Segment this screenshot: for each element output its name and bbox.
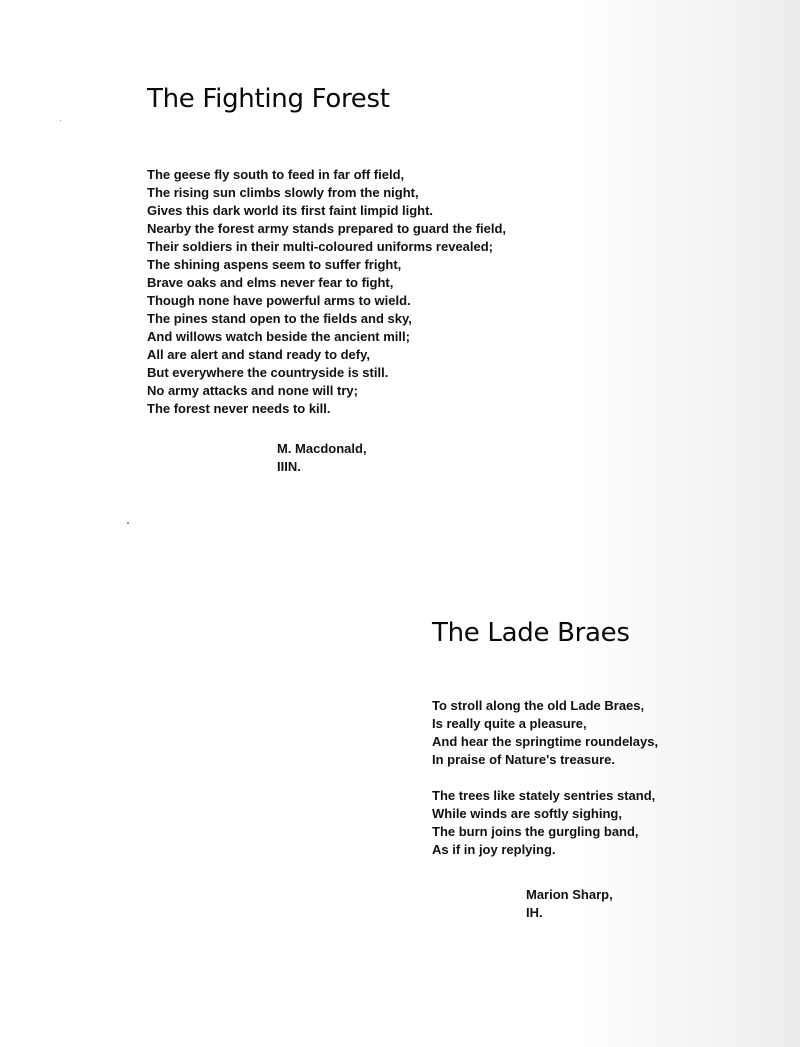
- poem-line: In praise of Nature's treasure.: [432, 752, 615, 767]
- poem-title-lade-braes: The Lade Braes: [432, 618, 630, 648]
- poem-line: No army attacks and none will try;: [147, 383, 358, 398]
- print-speck: [60, 120, 61, 121]
- poem-line: Brave oaks and elms never fear to fight,: [147, 275, 394, 290]
- poem-line: The burn joins the gurgling band,: [432, 824, 639, 839]
- poem-line: But everywhere the countryside is still.: [147, 365, 389, 380]
- poem-line: The pines stand open to the fields and sky,: [147, 311, 412, 326]
- poem-title-fighting-forest: The Fighting Forest: [147, 84, 390, 114]
- poem-line: While winds are softly sighing,: [432, 806, 622, 821]
- poem-line: Is really quite a pleasure,: [432, 716, 587, 731]
- poem-fighting-forest-body: [147, 166, 506, 418]
- poem-line: As if in joy replying.: [432, 842, 556, 857]
- author-name: M. Macdonald,: [277, 441, 367, 456]
- poem-line: The shining aspens seem to suffer fright,: [147, 257, 402, 272]
- poem-line: The forest never needs to kill.: [147, 401, 331, 416]
- author-name: Marion Sharp,: [526, 887, 613, 902]
- stanza-gap: [432, 769, 658, 787]
- poem-line: And hear the springtime roundelays,: [432, 734, 659, 749]
- poem-line: And willows watch beside the ancient mill;: [147, 329, 410, 344]
- poem-lade-braes-body: [432, 697, 658, 859]
- poem-line: Their soldiers in their multi-coloured uniforms revealed;: [147, 239, 494, 254]
- poem-line: The rising sun climbs slowly from the night,: [147, 185, 419, 200]
- poem-line: To stroll along the old Lade Braes,: [432, 698, 645, 713]
- poem-lade-braes-signature: [526, 886, 613, 922]
- poem-line: Nearby the forest army stands prepared to guard the field,: [147, 221, 507, 236]
- poem-line: The trees like stately sentries stand,: [432, 788, 656, 803]
- poem-line: All are alert and stand ready to defy,: [147, 347, 370, 362]
- poem-line: Gives this dark world its first faint limpid light.: [147, 203, 434, 218]
- poem-line: The geese fly south to feed in far off field,: [147, 167, 405, 182]
- poem-line: Though none have powerful arms to wield.: [147, 293, 411, 308]
- author-class: IH.: [526, 905, 543, 920]
- poem-fighting-forest-signature: [277, 440, 367, 476]
- author-class: IIIN.: [277, 459, 301, 474]
- print-speck: [127, 522, 129, 524]
